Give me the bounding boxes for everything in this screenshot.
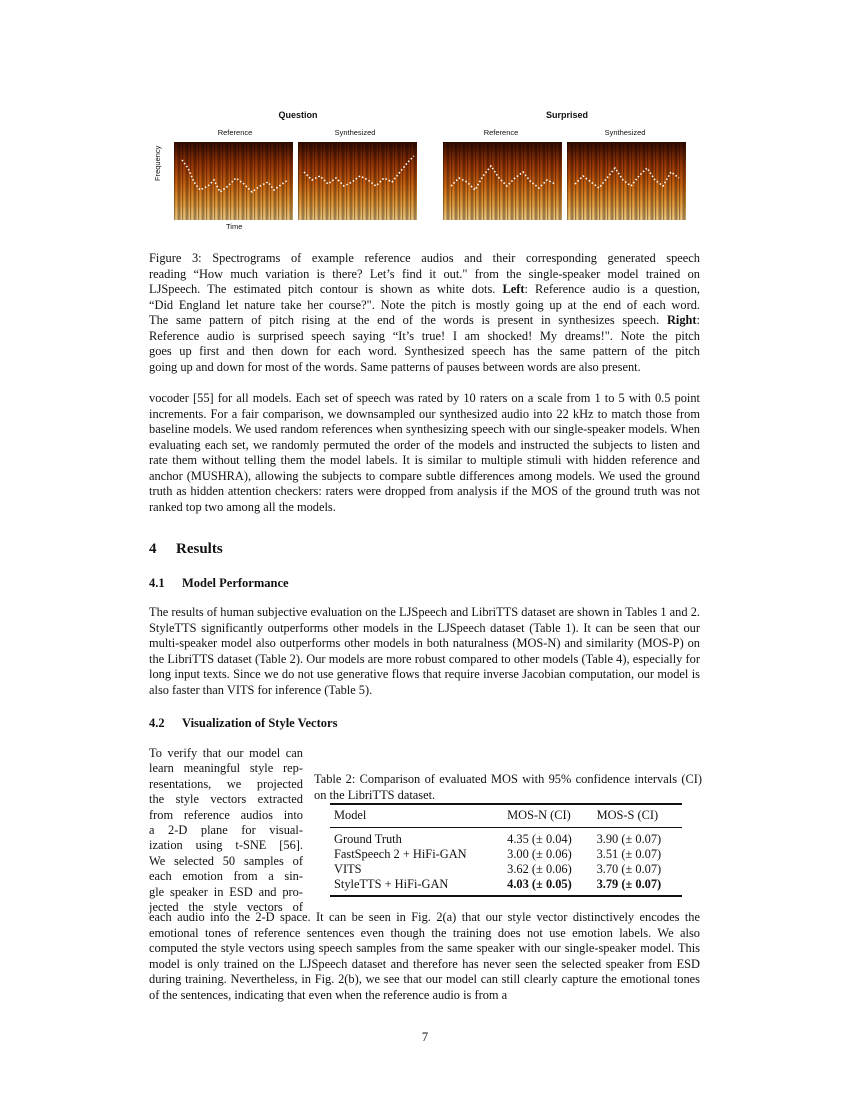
paragraph-style-continued: each audio into the 2-D space. It can be seen in Fig. 2(a) that our style vector distinctively encodes the emotional tones of reference sentences even though the training does not use emotion labels. We also computed the style vectors using speech samples from the same speaker with our single-speaker model. This model is only trained on the LJSpeech dataset and therefore has never seen the selected speaker from ESD during training. Nevertheless, in Fig. 2(b), we see that our model can still clearly capture the emotional tones of the sentences, indicating that even when the reference audio is from a: [149, 910, 700, 1002]
column-header-mos-s: MOS-S (CI): [593, 804, 682, 828]
pitch-contour: [298, 142, 417, 220]
page-number: 7: [421, 1030, 429, 1044]
paragraph-style-wrapped: To verify that our model can learn meaningful style rep- resentations, we projected the style vectors extracted from reference audios into a 2-D plane for visual- ization using t-SNE [56]. We selected 50 samples of each emotion from a sin- gle speaker in ESD and pro- jected the style vectors of: [149, 746, 303, 915]
section-heading-results: 4 Results: [149, 541, 223, 557]
table-row: VITS 3.62 (± 0.06) 3.70 (± 0.07): [334, 862, 662, 876]
figure-group-title-question: Question: [278, 110, 318, 120]
subsection-heading-model-performance: 4.1 Model Performance: [149, 576, 289, 590]
y-axis-label: Frequency: [153, 145, 162, 181]
subsection-heading-style-vectors: 4.2 Visualization of Style Vectors: [149, 716, 338, 730]
pitch-contour: [443, 142, 562, 220]
table-row: StyleTTS + HiFi-GAN 4.03 (± 0.05) 3.79 (± 0.07): [330, 877, 682, 896]
paragraph-vocoder: vocoder [55] for all models. Each set of speech was rated by 10 raters on a scale from 1 to 5 with 0.5 point increments. For a fair comparison, we downsampled our synthesized audio into 22 kHz to match those from baseline models. We used random references when synthesizing speech with our single-speaker models. When evaluating each set, we randomly permuted the order of the models and instructed the subjects to listen and rate them without telling them the model labels. It is similar to multiple stimuli with hidden reference and anchor (MUSHRA), allowing the subjects to compare subtle differences among models. We used the ground truth as hidden attention checkers: raters were dropped from analysis if the MOS of the ground truth was not ranked top two among all the models.: [149, 391, 700, 514]
table-caption: Table 2: Comparison of evaluated MOS with 95% confidence intervals (CI) on the LibriTTS dataset.: [314, 772, 702, 802]
figure-group-title-surprised: Surprised: [545, 110, 588, 120]
column-header-mos-n: MOS-N (CI): [503, 804, 592, 828]
column-header-model: Model: [330, 804, 503, 828]
pitch-contour: [174, 142, 293, 220]
spectrogram-surprised-reference: [443, 142, 562, 220]
label-question-synthesized: Synthesized: [334, 128, 376, 137]
table-row: Ground Truth 4.35 (± 0.04) 3.90 (± 0.07): [334, 832, 662, 846]
x-axis-label: Time: [226, 222, 243, 231]
label-question-reference: Reference: [217, 128, 253, 137]
pitch-contour: [567, 142, 686, 220]
figure-caption: Figure 3: Spectrograms of example reference audios and their corresponding generated speech reading “How much variation is there? Let’s find it out." from the single-speaker model trained on LJSpeech. The estimated pitch contour is shown as white dots. Left: Reference audio is a question, “Did England let nature take her course?". Note the pitch is mostly going up at the end of each word. The same pattern of pitch rising at the end of the words is present in synthesizes speech. Right: Reference audio is surprised speech saying “It’s true! I am shocked! My dreams!". Note the pitch goes up first and then down for each word. Synthesized speech has the same pattern of the pitch going up and down for most of the words. Same patterns of pauses between words are also present.: [149, 251, 700, 374]
spectrogram-question-reference: [174, 142, 293, 220]
label-surprised-reference: Reference: [483, 128, 519, 137]
label-surprised-synthesized: Synthesized: [604, 128, 646, 137]
table-row: FastSpeech 2 + HiFi-GAN 3.00 (± 0.06) 3.51 (± 0.07): [334, 847, 662, 861]
paragraph-results: The results of human subjective evaluation on the LJSpeech and LibriTTS dataset are shown in Tables 1 and 2. StyleTTS significantly outperforms other models in the LJSpeech dataset (Table 1). It can be seen that our multi-speaker model also outperforms other models in both naturalness (MOS-N) and similarity (MOS-P) on the LibriTTS dataset (Table 2). Our models are more robust compared to other models (Table 4), especially for long input texts. Since we do not use generative flows that require inverse Jacobian computation, our model is also faster than VITS for inference (Table 5).: [149, 605, 700, 697]
table-header-row: [330, 804, 682, 828]
mos-table: [330, 803, 682, 897]
spectrogram-question-synthesized: [298, 142, 417, 220]
spectrogram-surprised-synthesized: [567, 142, 686, 220]
